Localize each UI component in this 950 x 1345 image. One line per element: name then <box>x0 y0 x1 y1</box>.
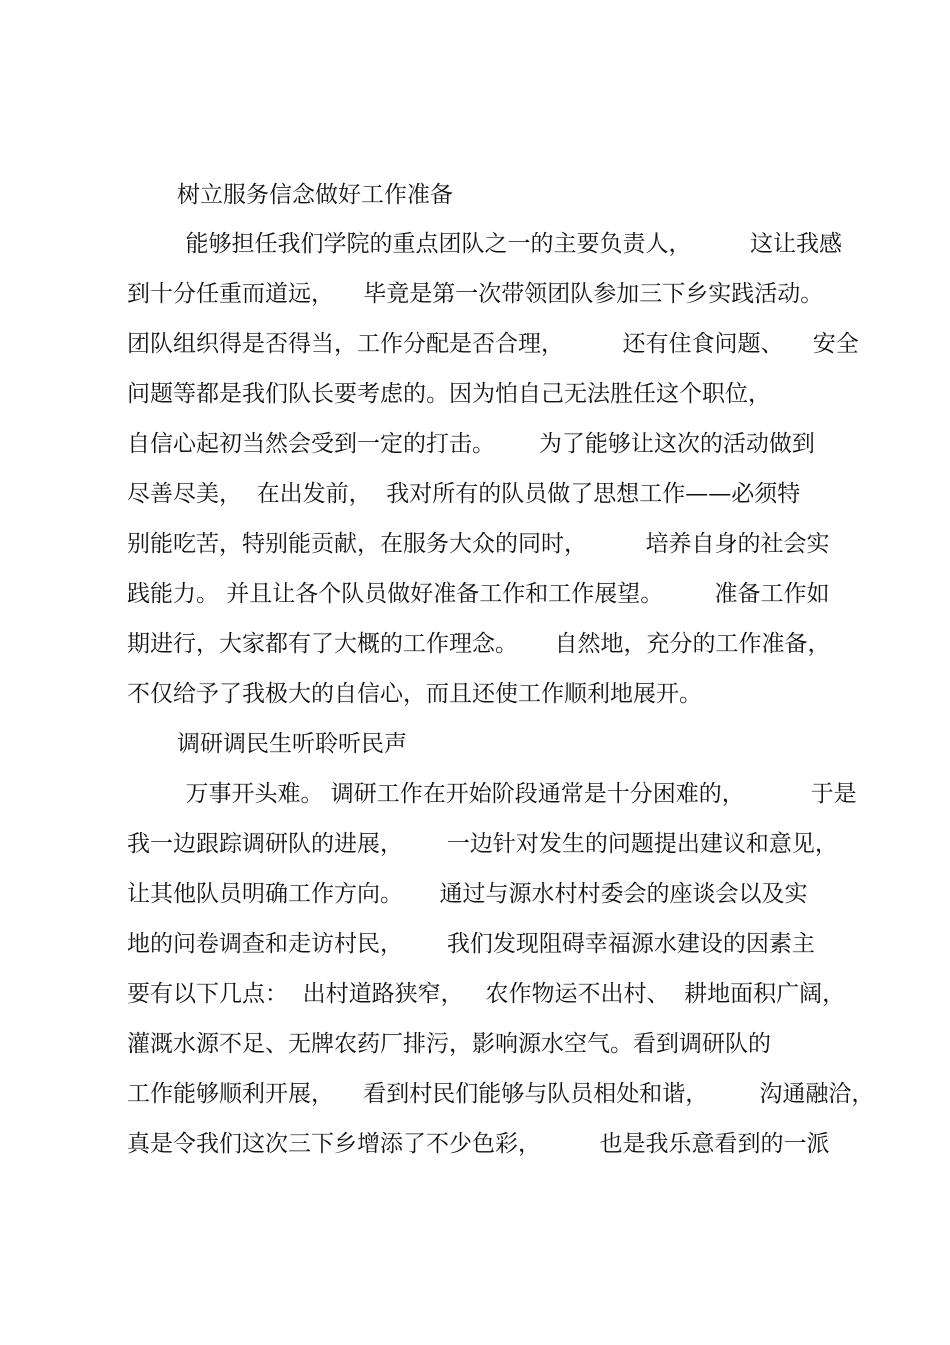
paragraph-line: 践能力。 并且让各个队员做好准备工作和工作展望。 准备工作如 <box>127 581 830 607</box>
paragraph-line: 能够担任我们学院的重点团队之一的主要负责人， 这让我感 <box>127 231 842 257</box>
paragraph-line: 自信心起初当然会受到一定的打击。 为了能够让这次的活动做到 <box>127 431 815 457</box>
paragraph-line: 灌溉水源不足、无牌农药厂排污，影响源水空气。看到调研队的 <box>127 1031 771 1057</box>
paragraph-line: 地的问卷调查和走访村民， 我们发现阻碍幸福源水建设的因素主 <box>127 931 815 957</box>
paragraph-line: 尽善尽美， 在出发前， 我对所有的队员做了思想工作——必须特 <box>127 481 801 507</box>
paragraph-line: 问题等都是我们队长要考虑的。因为怕自己无法胜任这个职位， <box>127 381 771 407</box>
paragraph-line: 团队组织得是否得当，工作分配是否合理， 还有住食问题、 安全 <box>127 331 859 357</box>
section-heading-1: 树立服务信念做好工作准备 <box>177 182 453 208</box>
section-heading-2: 调研调民生听聆听民声 <box>177 731 407 757</box>
paragraph-line: 要有以下几点： 出村道路狭窄， 农作物运不出村、 耕地面积广阔， <box>127 981 846 1007</box>
paragraph-line: 不仅给予了我极大的自信心，而且还使工作顺利地展开。 <box>127 681 702 707</box>
paragraph-line: 万事开头难。 调研工作在开始阶段通常是十分困难的， 于是 <box>127 781 857 807</box>
paragraph-line: 真是令我们这次三下乡增添了不少色彩， 也是我乐意看到的一派 <box>127 1131 830 1157</box>
paragraph-line: 别能吃苦，特别能贡献，在服务大众的同时， 培养自身的社会实 <box>127 531 830 557</box>
paragraph-line: 我一边跟踪调研队的进展， 一边针对发生的问题提出建议和意见， <box>127 831 838 857</box>
paragraph-line: 工作能够顺利开展， 看到村民们能够与队员相处和谐， 沟通融洽， <box>127 1081 875 1107</box>
paragraph-line: 到十分任重而道远， 毕竟是第一次带领团队参加三下乡实践活动。 <box>127 281 824 307</box>
paragraph-line: 期进行，大家都有了大概的工作理念。 自然地，充分的工作准备， <box>127 631 831 657</box>
paragraph-line: 让其他队员明确工作方向。 通过与源水村村委会的座谈会以及实 <box>127 881 808 907</box>
